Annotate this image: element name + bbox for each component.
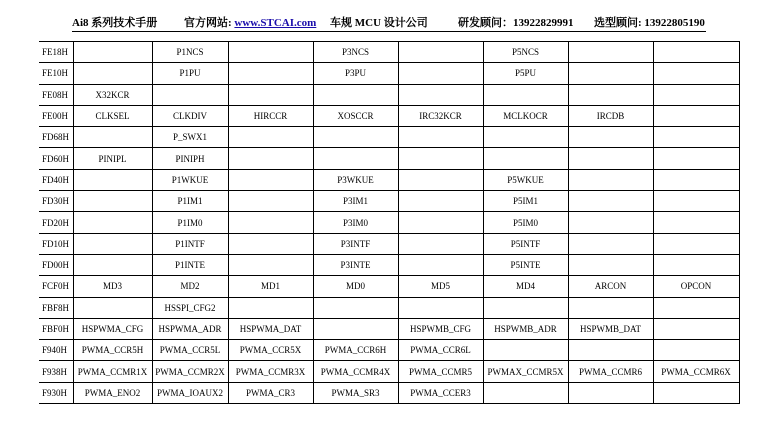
register-cell bbox=[228, 212, 313, 233]
table-row bbox=[39, 42, 739, 63]
register-cell: P5PU bbox=[483, 63, 568, 84]
register-address: FE18H bbox=[39, 42, 73, 63]
register-cell bbox=[653, 127, 739, 148]
register-cell bbox=[653, 382, 739, 403]
register-address: FE08H bbox=[39, 84, 73, 105]
register-cell bbox=[398, 42, 483, 63]
register-cell bbox=[228, 297, 313, 318]
register-cell bbox=[313, 127, 398, 148]
register-cell bbox=[653, 191, 739, 212]
register-cell: PWMA_CCMR4X bbox=[313, 361, 398, 382]
register-address: FE00H bbox=[39, 105, 73, 126]
table-row bbox=[39, 105, 739, 126]
register-cell: CLKDIV bbox=[152, 105, 228, 126]
register-cell: P1PU bbox=[152, 63, 228, 84]
register-cell bbox=[73, 254, 152, 275]
register-cell bbox=[73, 63, 152, 84]
series-title: Ai8 系列技术手册 bbox=[72, 17, 158, 29]
register-address: F930H bbox=[39, 382, 73, 403]
register-cell bbox=[228, 84, 313, 105]
table-row bbox=[39, 127, 739, 148]
register-address: FD60H bbox=[39, 148, 73, 169]
register-cell: P1WKUE bbox=[152, 169, 228, 190]
table-row bbox=[39, 318, 739, 339]
register-cell: HSSPI_CFG2 bbox=[152, 297, 228, 318]
register-cell bbox=[653, 148, 739, 169]
register-address: FD68H bbox=[39, 127, 73, 148]
register-cell bbox=[228, 42, 313, 63]
table-row bbox=[39, 63, 739, 84]
register-cell: HSPWMB_ADR bbox=[483, 318, 568, 339]
register-cell bbox=[483, 340, 568, 361]
register-cell: PWMA_SR3 bbox=[313, 382, 398, 403]
register-cell: HSPWMA_ADR bbox=[152, 318, 228, 339]
register-cell: IRC32KCR bbox=[398, 105, 483, 126]
register-cell bbox=[483, 382, 568, 403]
register-address: FE10H bbox=[39, 63, 73, 84]
register-cell bbox=[313, 318, 398, 339]
register-cell bbox=[228, 127, 313, 148]
register-cell: P_SWX1 bbox=[152, 127, 228, 148]
register-cell bbox=[398, 233, 483, 254]
register-cell: PWMA_CCMR6X bbox=[653, 361, 739, 382]
register-cell bbox=[398, 84, 483, 105]
register-cell bbox=[653, 233, 739, 254]
register-cell bbox=[568, 382, 653, 403]
table-row bbox=[39, 169, 739, 190]
register-cell bbox=[568, 233, 653, 254]
register-cell: MD4 bbox=[483, 276, 568, 297]
register-cell: PINIPH bbox=[152, 148, 228, 169]
register-cell: HSPWMB_CFG bbox=[398, 318, 483, 339]
table-row bbox=[39, 340, 739, 361]
official-site bbox=[184, 14, 316, 30]
register-cell bbox=[73, 191, 152, 212]
register-cell: P1IM0 bbox=[152, 212, 228, 233]
table-row bbox=[39, 233, 739, 254]
register-cell bbox=[653, 84, 739, 105]
register-cell: P5WKUE bbox=[483, 169, 568, 190]
register-cell bbox=[653, 63, 739, 84]
register-cell: MD0 bbox=[313, 276, 398, 297]
register-cell: P5NCS bbox=[483, 42, 568, 63]
register-address: FBF8H bbox=[39, 297, 73, 318]
register-cell: PINIPL bbox=[73, 148, 152, 169]
table-row bbox=[39, 212, 739, 233]
register-cell: PWMA_CCR5X bbox=[228, 340, 313, 361]
table-row bbox=[39, 297, 739, 318]
register-cell: HIRCCR bbox=[228, 105, 313, 126]
register-map-body bbox=[39, 42, 739, 404]
register-cell: P3PU bbox=[313, 63, 398, 84]
register-cell: P3WKUE bbox=[313, 169, 398, 190]
register-cell bbox=[483, 84, 568, 105]
register-cell bbox=[568, 212, 653, 233]
site-link[interactable]: www.STCAI.com bbox=[234, 17, 317, 29]
register-cell: HSPWMA_CFG bbox=[73, 318, 152, 339]
register-cell: PWMA_CCMR1X bbox=[73, 361, 152, 382]
table-row bbox=[39, 276, 739, 297]
register-address: FD10H bbox=[39, 233, 73, 254]
register-address: FBF0H bbox=[39, 318, 73, 339]
register-cell: IRCDB bbox=[568, 105, 653, 126]
register-cell: PWMA_CCR5H bbox=[73, 340, 152, 361]
register-cell bbox=[73, 127, 152, 148]
register-cell: PWMA_CR3 bbox=[228, 382, 313, 403]
table-row bbox=[39, 191, 739, 212]
register-cell: P1INTF bbox=[152, 233, 228, 254]
register-cell: PWMA_CCR6L bbox=[398, 340, 483, 361]
register-cell: P1INTE bbox=[152, 254, 228, 275]
register-cell: MD3 bbox=[73, 276, 152, 297]
register-cell: OPCON bbox=[653, 276, 739, 297]
register-cell: P5INTF bbox=[483, 233, 568, 254]
register-cell bbox=[653, 105, 739, 126]
register-cell bbox=[398, 63, 483, 84]
register-cell: CLKSEL bbox=[73, 105, 152, 126]
register-cell: MD1 bbox=[228, 276, 313, 297]
register-cell bbox=[398, 191, 483, 212]
register-cell: PWMA_CCMR3X bbox=[228, 361, 313, 382]
register-cell bbox=[568, 148, 653, 169]
table-row bbox=[39, 382, 739, 403]
register-cell bbox=[398, 297, 483, 318]
register-cell bbox=[483, 148, 568, 169]
register-cell bbox=[313, 297, 398, 318]
register-cell bbox=[568, 63, 653, 84]
register-cell: PWMA_ENO2 bbox=[73, 382, 152, 403]
register-cell: ARCON bbox=[568, 276, 653, 297]
register-cell: P3INTE bbox=[313, 254, 398, 275]
register-cell: X32KCR bbox=[73, 84, 152, 105]
register-cell: PWMA_IOAUX2 bbox=[152, 382, 228, 403]
register-cell: HSPWMB_DAT bbox=[568, 318, 653, 339]
register-cell: MD5 bbox=[398, 276, 483, 297]
header-divider bbox=[72, 31, 706, 32]
register-cell bbox=[313, 148, 398, 169]
register-cell bbox=[568, 297, 653, 318]
selection-contact: 选型顾问: 13922805190 bbox=[594, 17, 705, 29]
register-cell bbox=[653, 340, 739, 361]
company-tagline: 车规 MCU 设计公司 bbox=[330, 17, 428, 29]
register-cell bbox=[568, 84, 653, 105]
register-cell bbox=[73, 42, 152, 63]
register-cell bbox=[398, 127, 483, 148]
register-cell: MCLKOCR bbox=[483, 105, 568, 126]
register-cell bbox=[398, 148, 483, 169]
register-cell bbox=[653, 212, 739, 233]
register-cell bbox=[313, 84, 398, 105]
register-map-table bbox=[39, 41, 740, 404]
register-cell: PWMA_CCMR6 bbox=[568, 361, 653, 382]
register-cell: P1NCS bbox=[152, 42, 228, 63]
register-cell: PWMAX_CCMR5X bbox=[483, 361, 568, 382]
register-cell bbox=[483, 127, 568, 148]
register-cell: P5IM0 bbox=[483, 212, 568, 233]
register-cell bbox=[568, 169, 653, 190]
register-cell bbox=[228, 254, 313, 275]
register-address: FD30H bbox=[39, 191, 73, 212]
register-cell bbox=[73, 297, 152, 318]
register-cell bbox=[568, 42, 653, 63]
table-row bbox=[39, 84, 739, 105]
register-cell bbox=[568, 191, 653, 212]
register-cell: MD2 bbox=[152, 276, 228, 297]
register-cell bbox=[73, 212, 152, 233]
table-row bbox=[39, 254, 739, 275]
register-address: FD20H bbox=[39, 212, 73, 233]
register-cell bbox=[398, 254, 483, 275]
register-cell bbox=[568, 254, 653, 275]
table-row bbox=[39, 361, 739, 382]
register-cell bbox=[653, 254, 739, 275]
register-cell: P1IM1 bbox=[152, 191, 228, 212]
register-cell: P3IM0 bbox=[313, 212, 398, 233]
register-cell bbox=[653, 42, 739, 63]
register-cell bbox=[152, 84, 228, 105]
register-address: FCF0H bbox=[39, 276, 73, 297]
register-address: F940H bbox=[39, 340, 73, 361]
register-cell: PWMA_CCER3 bbox=[398, 382, 483, 403]
register-cell bbox=[398, 169, 483, 190]
register-cell bbox=[653, 169, 739, 190]
register-cell: XOSCCR bbox=[313, 105, 398, 126]
register-cell bbox=[228, 63, 313, 84]
table-row bbox=[39, 148, 739, 169]
register-cell bbox=[568, 127, 653, 148]
register-address: F938H bbox=[39, 361, 73, 382]
register-cell: PWMA_CCR6H bbox=[313, 340, 398, 361]
register-cell: PWMA_CCMR5 bbox=[398, 361, 483, 382]
register-cell: PWMA_CCMR2X bbox=[152, 361, 228, 382]
register-cell: PWMA_CCR5L bbox=[152, 340, 228, 361]
site-label: 官方网站: bbox=[184, 17, 232, 29]
register-cell bbox=[398, 212, 483, 233]
register-cell bbox=[653, 297, 739, 318]
rd-contact: 研发顾问：13922829991 bbox=[458, 17, 574, 29]
register-cell bbox=[483, 297, 568, 318]
register-address: FD00H bbox=[39, 254, 73, 275]
register-cell: P3NCS bbox=[313, 42, 398, 63]
register-cell: P5INTE bbox=[483, 254, 568, 275]
register-cell: HSPWMA_DAT bbox=[228, 318, 313, 339]
register-cell bbox=[568, 340, 653, 361]
register-cell bbox=[73, 233, 152, 254]
register-cell bbox=[228, 191, 313, 212]
register-cell bbox=[228, 169, 313, 190]
register-cell bbox=[228, 148, 313, 169]
register-address: FD40H bbox=[39, 169, 73, 190]
register-cell bbox=[228, 233, 313, 254]
register-cell: P5IM1 bbox=[483, 191, 568, 212]
register-cell bbox=[653, 318, 739, 339]
register-cell: P3INTF bbox=[313, 233, 398, 254]
register-cell bbox=[73, 169, 152, 190]
page-header bbox=[72, 14, 706, 30]
register-cell: P3IM1 bbox=[313, 191, 398, 212]
